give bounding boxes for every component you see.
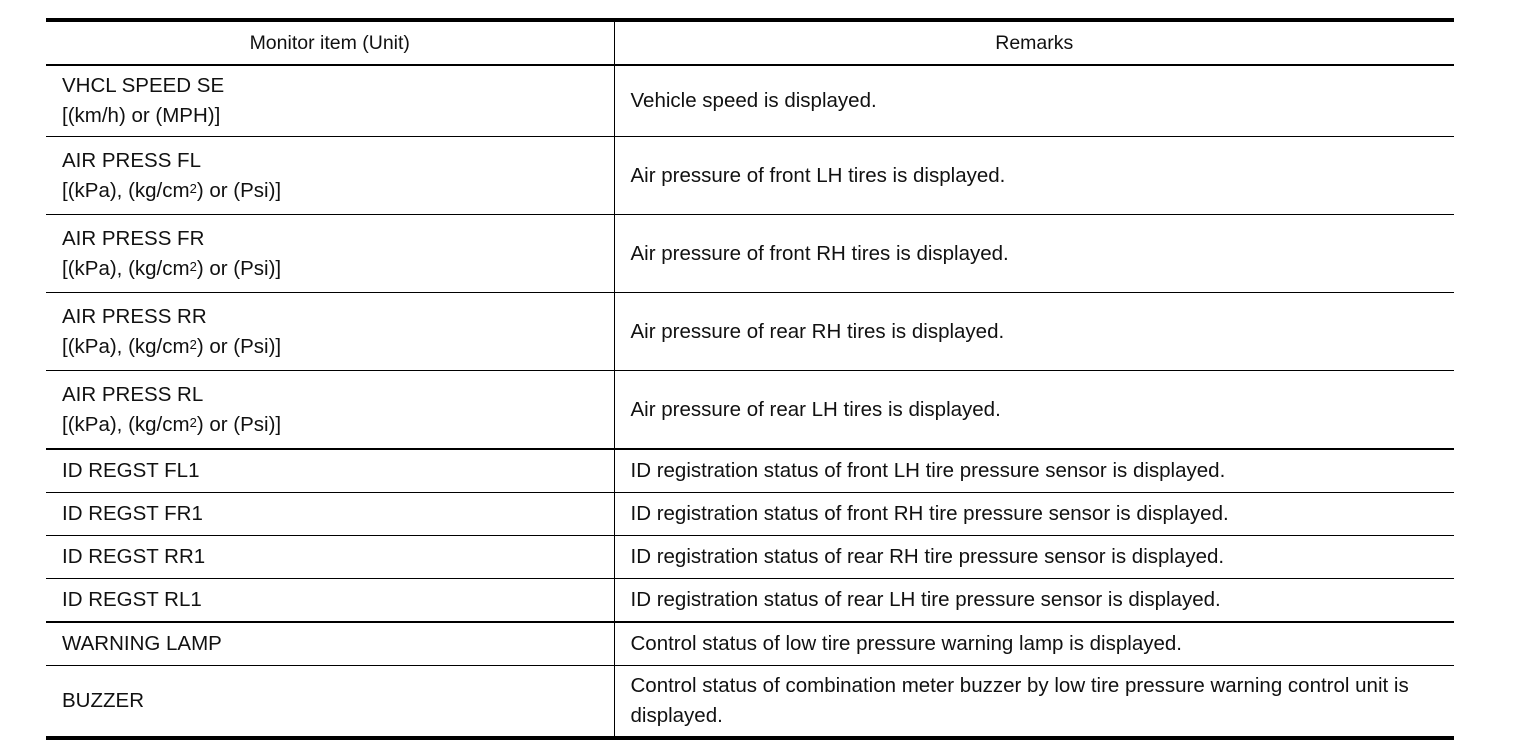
table-row [46, 622, 1454, 666]
table-row [46, 293, 1454, 371]
unit-text: [(kPa), (kg/cm [62, 412, 190, 436]
unit-text: ) or (Psi)] [196, 334, 282, 358]
table-row [46, 536, 1454, 579]
monitor-item-unit [62, 176, 598, 206]
remark-cell: ID registration status of front RH tire pressure sensor is displayed. [614, 493, 1454, 536]
table-row [46, 65, 1454, 137]
monitor-item-cell [46, 137, 614, 215]
unit-superscript: 2 [189, 336, 197, 352]
table-row [46, 371, 1454, 450]
monitor-item-name: AIR PRESS RL [62, 382, 204, 406]
monitor-item-unit [62, 254, 598, 284]
monitor-item-cell: ID REGST FL1 [46, 449, 614, 493]
unit-text: ) or (Psi)] [196, 412, 282, 436]
monitor-item-table [46, 18, 1454, 740]
unit-text: ) or (Psi)] [196, 256, 282, 280]
remark-cell: ID registration status of front LH tire pressure sensor is displayed. [614, 449, 1454, 493]
monitor-item-name: AIR PRESS RR [62, 304, 207, 328]
unit-text: [(kPa), (kg/cm [62, 256, 190, 280]
monitor-item-cell: BUZZER [46, 666, 614, 739]
remark-cell: Vehicle speed is displayed. [614, 65, 1454, 137]
column-header-monitor-item: Monitor item (Unit) [46, 20, 614, 65]
unit-superscript: 2 [189, 258, 197, 274]
unit-superscript: 2 [189, 414, 197, 430]
table-row [46, 215, 1454, 293]
monitor-item-unit [62, 410, 598, 440]
remark-cell: Control status of combination meter buzzer by low tire pressure warning control unit is displayed. [614, 666, 1454, 739]
monitor-item-cell: ID REGST RR1 [46, 536, 614, 579]
remark-cell: Air pressure of front RH tires is displayed. [614, 215, 1454, 293]
unit-text: [(kPa), (kg/cm [62, 178, 190, 202]
monitor-item-cell: ID REGST RL1 [46, 579, 614, 623]
monitor-item-name: AIR PRESS FL [62, 148, 201, 172]
unit-text: [(kPa), (kg/cm [62, 334, 190, 358]
table-row [46, 449, 1454, 493]
monitor-item-cell [46, 293, 614, 371]
remark-cell: Control status of low tire pressure warning lamp is displayed. [614, 622, 1454, 666]
remark-cell: ID registration status of rear LH tire pressure sensor is displayed. [614, 579, 1454, 623]
monitor-item-unit [62, 332, 598, 362]
monitor-item-cell: ID REGST FR1 [46, 493, 614, 536]
column-header-remarks: Remarks [614, 20, 1454, 65]
table-header-row [46, 20, 1454, 65]
monitor-item-cell [46, 215, 614, 293]
remark-cell: ID registration status of rear RH tire pressure sensor is displayed. [614, 536, 1454, 579]
unit-superscript: 2 [189, 180, 197, 196]
monitor-item-unit: [(km/h) or (MPH)] [62, 104, 221, 127]
monitor-item-name: VHCL SPEED SE [62, 74, 225, 97]
table-row [46, 493, 1454, 536]
remark-cell: Air pressure of rear LH tires is displayed. [614, 371, 1454, 450]
remark-cell: Air pressure of front LH tires is displayed. [614, 137, 1454, 215]
remark-cell: Air pressure of rear RH tires is displayed. [614, 293, 1454, 371]
monitor-item-cell [46, 371, 614, 450]
unit-text: ) or (Psi)] [196, 178, 282, 202]
monitor-item-name: AIR PRESS FR [62, 226, 205, 250]
monitor-item-cell: WARNING LAMP [46, 622, 614, 666]
table-row [46, 666, 1454, 739]
monitor-item-cell [46, 65, 614, 137]
table-row [46, 137, 1454, 215]
table-row [46, 579, 1454, 623]
